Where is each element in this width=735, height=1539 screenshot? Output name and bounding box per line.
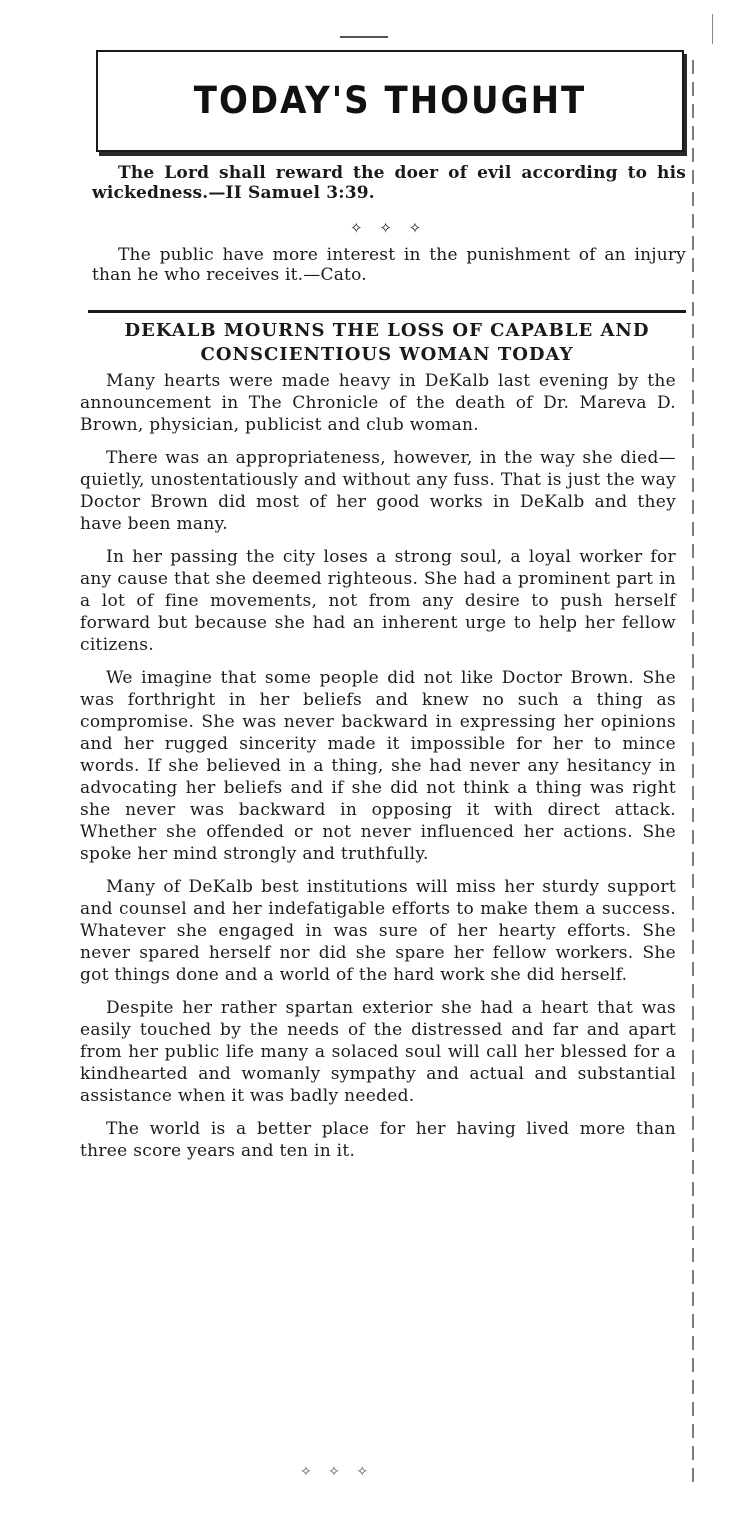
article-paragraph: The world is a better place for her having lived more than three score years and ten in it. [80, 1119, 676, 1161]
quote-separator: ✧ ✧ ✧ [350, 219, 428, 237]
article-body [80, 370, 676, 1173]
cato-quote-text: The public have more interest in the punishment of an injury than he who receives it.—Cato. [92, 245, 686, 285]
article-headline: DEKALB MOURNS THE LOSS OF CAPABLE AND CONSCIENTIOUS WOMAN TODAY [124, 320, 650, 365]
title-box [96, 50, 684, 152]
scripture-quote-text: The Lord shall reward the doer of evil according to his wickedness.—II Samuel 3:39. [92, 163, 686, 203]
section-divider [88, 310, 686, 313]
article-paragraph: Despite her rather spartan exterior she had a heart that was easily touched by the needs of the distressed and far and apart from her public life many a solaced soul will call her blessed for a kindhearted and womanly sympathy and actual and substantial assistance when it was badly needed. [80, 998, 676, 1106]
top-column-mark [340, 36, 388, 38]
scripture-quote [92, 163, 686, 203]
article-paragraph: Many hearts were made heavy in DeKalb last evening by the announcement in The Chronicle of the death of Dr. Mareva D. Brown, physician, publicist and club woman. [80, 371, 676, 435]
cato-quote [92, 245, 686, 285]
page-title: TODAY'S THOUGHT [193, 79, 587, 123]
article-paragraph: Many of DeKalb best institutions will miss her sturdy support and counsel and her indefatigable efforts to make them a success. Whatever she engaged in was sure of her hearty efforts. She never spared herself nor did she spare her fellow workers. She got things done and a world of the hard work she did herself. [80, 877, 676, 985]
article-paragraph: In her passing the city loses a strong soul, a loyal worker for any cause that she deemed righteous. She had a prominent part in a lot of fine movements, not from any desire to push herself forward but because she had an inherent urge to help her fellow citizens. [80, 547, 676, 655]
article-paragraph: There was an appropriateness, however, in the way she died—quietly, unostentatiously and without any fuss. That is just the way Doctor Brown did most of her good works in DeKalb and they have been many. [80, 448, 676, 534]
column-rule [692, 60, 694, 1490]
article-paragraph: We imagine that some people did not like Doctor Brown. She was forthright in her beliefs and knew no such a thing as compromise. She was never backward in expressing her opinions and her rugged sincerity made it impossible for her to mince words. If she believed in a thing, she had never any hesitancy in advocating her beliefs and if she did not think a thing was right she never was backward in opposing it with direct attack. Whether she offended or not never influenced her actions. She spoke her mind strongly and truthfully. [80, 668, 676, 864]
edge-rule [712, 14, 713, 44]
end-ornament: ✧ ✧ ✧ [300, 1464, 375, 1480]
